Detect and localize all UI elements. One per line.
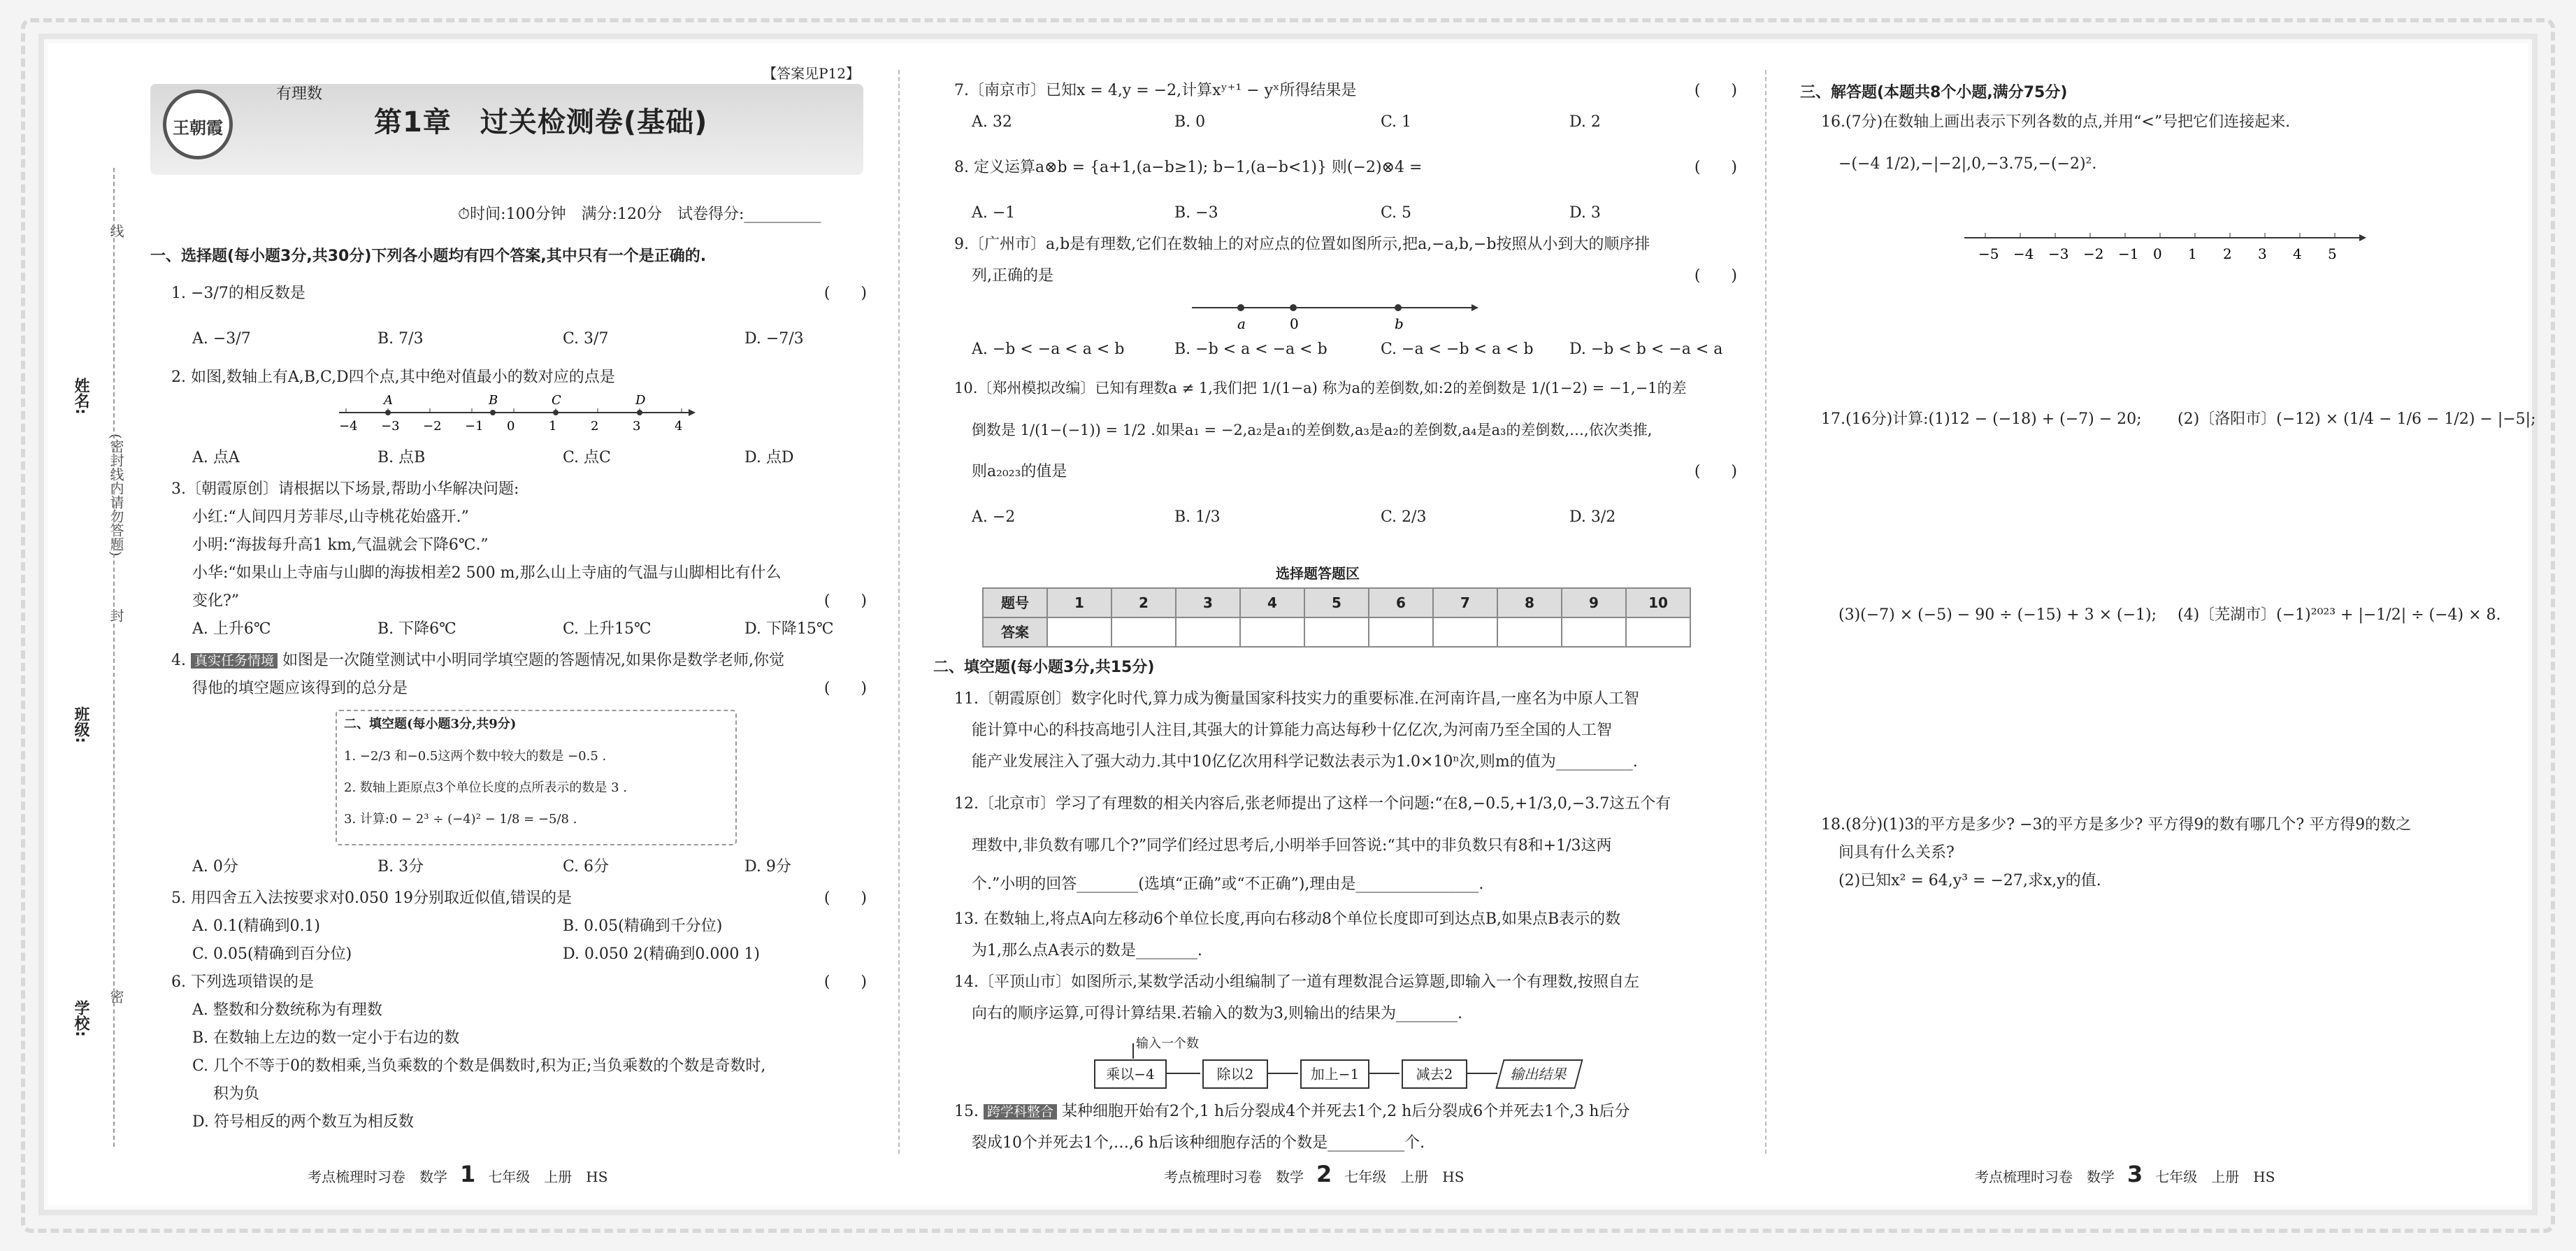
option: D. 符号相反的两个数互为相反数 (192, 1113, 414, 1131)
option: D. 点D (744, 449, 794, 466)
brand-logo: 王朝霞 (163, 90, 233, 159)
flow-input-arrow (1132, 1043, 1134, 1059)
page-number: 3 (2127, 1161, 2143, 1187)
answer-cell[interactable] (1433, 617, 1497, 647)
question-13: 13. 在数轴上,将点A向左移动6个单位长度,再向右移动8个单位长度即可到达点B,如果点B表示的数 (954, 910, 1621, 928)
point-label: A (384, 393, 393, 408)
section-heading: 三、解答题(本题共8个小题,满分75分) (1800, 84, 2068, 101)
option: C. 几个不等于0的数相乘,当负乘数的个数是偶数时,积为正;当负乘数的个数是奇数时, (192, 1057, 766, 1075)
answer-paren: ( ) (1694, 267, 1737, 285)
option: B. −b < a < −a < b (1174, 341, 1327, 358)
answer-area-title: 选择题答题区 (1276, 565, 1360, 582)
context-tag: 真实任务情境 (191, 653, 278, 669)
tick-label: −2 (423, 419, 442, 434)
answer-paren: ( ) (1694, 82, 1737, 99)
question-number-cell: 5 (1304, 588, 1369, 617)
option: C. 3/7 (563, 330, 609, 348)
question-3: 3.〔朝霞原创〕请根据以下场景,帮助小华解决问题: (171, 480, 519, 498)
question-17-part-4: (4)〔芜湖市〕(−1)²⁰²³ + |−1/2| ÷ (−4) × 8. (2178, 606, 2501, 624)
page-number: 1 (460, 1161, 476, 1187)
point-marker (385, 410, 391, 415)
flow-arrow (1466, 1073, 1497, 1074)
answer-cell[interactable] (1111, 617, 1176, 647)
answer-reference: 【答案见P12】 (763, 65, 860, 82)
question-18: 18.(8分)(1)3的平方是多少? −3的平方是多少? 平方得9的数有哪几个? 平方得9的数之 (1821, 816, 2412, 834)
option: D. 3 (1569, 204, 1601, 222)
question-text: 小红:“人间四月芳菲尽,山寺桃花始盛开.” (192, 508, 469, 526)
tick-label: 5 (2328, 245, 2337, 262)
tick-label: −2 (2083, 245, 2104, 262)
question-8: 8. 定义运算a⊗b = {a+1,(a−b≥1); b−1,(a−b<1)} 则(−2)⊗4 = (954, 159, 1423, 176)
question-number-cell: 1 (1047, 588, 1111, 617)
class-label: 班级: (72, 706, 89, 743)
tick-label: 3 (633, 419, 641, 434)
option: D. 3/2 (1569, 508, 1616, 526)
origin-label: 0 (1290, 315, 1299, 332)
tick-label: 4 (2293, 245, 2302, 262)
question-6: 6. 下列选项错误的是 (171, 973, 314, 991)
option: C. −a < −b < a < b (1381, 341, 1534, 358)
option: A. 0.1(精确到0.1) (192, 917, 321, 935)
flow-arrow (1267, 1073, 1298, 1074)
tick-label: 1 (2188, 245, 2197, 262)
option: A. 32 (972, 113, 1012, 131)
question-number-cell: 6 (1369, 588, 1433, 617)
number-line-q9 (1192, 294, 1485, 336)
question-text: 则a₂₀₂₃的值是 (972, 463, 1067, 480)
answer-table (982, 587, 1691, 648)
question-text: 理数中,非负数有哪几个?”同学们经过思考后,小明举手回答说:“其中的非负数只有8和+1/3这两 (972, 837, 1612, 855)
tick-label: −4 (2013, 245, 2034, 262)
tick-label: −3 (2048, 245, 2069, 262)
option: D. −b < b < −a < a (1569, 341, 1723, 358)
chapter-tag: 有理数 (276, 85, 323, 103)
answer-cell[interactable] (1176, 617, 1240, 647)
section-heading: 一、选择题(每小题3分,共30分)下列各小题均有四个答案,其中只有一个是正确的. (150, 248, 707, 265)
header-cell: 答案 (983, 617, 1047, 647)
question-text: −(−4 1/2),−|−2|,0,−3.75,−(−2)². (1839, 155, 2097, 173)
question-text: 为1,那么点A表示的数是________. (972, 942, 1202, 959)
question-1: 1. −3/7的相反数是 (171, 285, 305, 302)
option: D. 2 (1569, 113, 1601, 131)
option: C. 6分 (563, 858, 610, 875)
option: A. −1 (972, 204, 1016, 222)
question-number-cell: 7 (1433, 588, 1497, 617)
question-text: 列,正确的是 (972, 267, 1053, 285)
answer-paren: ( ) (823, 680, 867, 697)
question-17-part-2: (2)〔洛阳市〕(−12) × (1/4 − 1/6 − 1/2) − |−5|; (2178, 410, 2536, 428)
page-1 (150, 42, 867, 1147)
option: D. 0.050 2(精确到0.000 1) (563, 945, 760, 963)
question-2: 2. 如图,数轴上有A,B,C,D四个点,其中绝对值最小的数对应的点是 (171, 369, 615, 386)
tick-label: −3 (381, 419, 400, 434)
point-label: D (635, 393, 646, 408)
answer-paren: ( ) (1694, 463, 1737, 480)
column-divider (898, 70, 900, 1154)
seal-note: (密封线内请勿答题) (108, 434, 124, 557)
question-text: 小华:“如果山上寺庙与山脚的海拔相差2 500 m,那么山上寺庙的气温与山脚相比有什么 (192, 564, 782, 582)
flow-step-add: 加上−1 (1300, 1059, 1369, 1089)
tick-label: 0 (2153, 245, 2162, 262)
tick-label: 1 (549, 419, 557, 434)
column-divider (1765, 70, 1766, 1154)
answer-cell[interactable] (1562, 617, 1626, 647)
number-line-q2 (332, 392, 696, 441)
answer-cell[interactable] (1626, 617, 1690, 647)
answer-cell[interactable] (1497, 617, 1562, 647)
option: B. 在数轴上左边的数一定小于右边的数 (192, 1029, 460, 1047)
tick-label: 2 (591, 419, 599, 434)
tick-label: 3 (2258, 245, 2267, 262)
flow-output: 输出结果 (1495, 1059, 1583, 1089)
point-marker (637, 410, 642, 415)
question-text: 倒数是 1/(1−(−1)) = 1/2 .如果a₁ = −2,a₂是a₁的差倒数,a₃是a₂的差倒数,a₄是a₃的差倒数,…,依次类推, (972, 422, 1653, 438)
option: C. 5 (1381, 204, 1412, 222)
name-label: 姓名: (72, 378, 89, 415)
question-number-cell: 10 (1626, 588, 1690, 617)
question-10: 10.〔郑州模拟改编〕已知有理数a ≠ 1,我们把 1/(1−a) 称为a的差倒数,如:2的差倒数是 1/(1−2) = −1,−1的差 (954, 380, 1687, 396)
box-line: 1. −2/3 和−0.5这两个数中较大的数是 −0.5 . (344, 749, 607, 764)
point-marker (553, 410, 559, 415)
option: C. 1 (1381, 113, 1412, 131)
question-5: 5. 用四舍五入法按要求对0.050 19分别取近似值,错误的是 (171, 889, 572, 907)
tick-label: −4 (339, 419, 358, 434)
tick-label: 4 (675, 419, 683, 434)
question-text: 向右的顺序运算,可得计算结果.若输入的数为3,则输出的结果为________. (972, 1005, 1462, 1022)
option: D. 下降15℃ (744, 620, 834, 638)
tick-label: −1 (465, 419, 484, 434)
option: C. 上升15℃ (563, 620, 652, 638)
answer-cell[interactable] (1047, 617, 1111, 647)
option: A. −3/7 (192, 330, 251, 348)
box-line: 2. 数轴上距原点3个单位长度的点所表示的数是 3 . (344, 780, 627, 795)
student-answer-box (336, 710, 737, 845)
tick-label: −5 (1978, 245, 1999, 262)
answer-cell[interactable] (1369, 617, 1433, 647)
box-line: 3. 计算:0 − 2³ ÷ (−4)² − 1/8 = −5/8 . (344, 812, 577, 827)
question-4: 4. 真实任务情境 如图是一次随堂测试中小明同学填空题的答题情况,如果你是数学老师,你觉 (171, 652, 784, 669)
question-text: 能产业发展注入了强大动力.其中10亿亿次用科学记数法表示为1.0×10ⁿ次,则m的值为__________. (972, 753, 1638, 771)
seal-char: 封 (108, 608, 124, 622)
option: B. 0.05(精确到千分位) (563, 917, 723, 935)
question-9: 9.〔广州市〕a,b是有理数,它们在数轴上的对应点的位置如图所示,把a,−a,b,−b按照从小到大的顺序排 (954, 236, 1650, 253)
question-text: 得他的填空题应该得到的总分是 (192, 680, 408, 697)
question-16: 16.(7分)在数轴上画出表示下列各数的点,并用“<”号把它们连接起来. (1821, 113, 2291, 131)
question-text: 小明:“海拔每升高1 km,气温就会下降6℃.” (192, 536, 489, 554)
flow-step-subtract: 减去2 (1402, 1059, 1467, 1089)
point-label: B (489, 393, 498, 408)
flow-step-divide: 除以2 (1202, 1059, 1268, 1089)
option: A. 整数和分数统称为有理数 (192, 1001, 382, 1019)
page-3 (1800, 42, 2536, 1147)
option: B. 7/3 (377, 330, 424, 348)
seal-line (113, 168, 115, 1147)
tick-label: 2 (2223, 245, 2232, 262)
question-text: 个.”小明的回答________(选填“正确”或“不正确”),理由是________________. (972, 875, 1484, 893)
seal-char: 密 (108, 989, 124, 1003)
page-title: 第1章 过关检测卷(基础) (374, 106, 708, 138)
seal-char: 线 (108, 224, 124, 238)
question-number-cell: 2 (1111, 588, 1176, 617)
school-label: 学校: (72, 1000, 89, 1037)
section-heading: 二、填空题(每小题3分,共15分) (933, 659, 1155, 676)
answer-paren: ( ) (823, 592, 867, 610)
option: A. −b < −a < a < b (972, 341, 1125, 358)
page-footer: 考点梳理时习卷 数学 3 七年级 上册 HS (1975, 1161, 2275, 1187)
option: C. 0.05(精确到百分位) (192, 945, 352, 963)
question-text: 能计算中心的科技高地引人注目,其强大的计算能力高达每秒十亿亿次,为河南乃至全国的人工智 (972, 722, 1612, 739)
page-footer: 考点梳理时习卷 数学 2 七年级 上册 HS (1164, 1161, 1465, 1187)
question-12: 12.〔北京市〕学习了有理数的相关内容后,张老师提出了这样一个问题:“在8,−0.5,+1/3,0,−3.7这五个有 (954, 795, 1671, 813)
point-b-label: b (1395, 315, 1404, 332)
question-14: 14.〔平顶山市〕如图所示,某数学活动小组编制了一道有理数混合运算题,即输入一个有理数,按照自左 (954, 973, 1639, 991)
answer-cell[interactable] (1240, 617, 1304, 647)
answer-cell[interactable] (1304, 617, 1369, 647)
point-a-label: a (1237, 315, 1246, 332)
option: D. −7/3 (744, 330, 804, 348)
option: C. 2/3 (1381, 508, 1427, 526)
question-number-cell: 8 (1497, 588, 1562, 617)
page-2 (933, 42, 1737, 1152)
header-cell: 题号 (983, 588, 1047, 617)
flow-step-multiply: 乘以−4 (1094, 1059, 1167, 1089)
flow-arrow (1368, 1073, 1399, 1074)
answer-paren: ( ) (823, 285, 867, 302)
question-17-part-3: (3)(−7) × (−5) − 90 ÷ (−15) + 3 × (−1); (1839, 606, 2157, 624)
page-footer: 考点梳理时习卷 数学 1 七年级 上册 HS (308, 1161, 608, 1187)
point-marker (490, 410, 496, 415)
option: 积为负 (213, 1085, 260, 1103)
title-banner (150, 84, 863, 175)
option: B. 0 (1174, 113, 1206, 131)
answer-paren: ( ) (823, 889, 867, 907)
option: B. 1/3 (1174, 508, 1221, 526)
point-label: C (552, 393, 561, 408)
question-7: 7.〔南京市〕已知x = 4,y = −2,计算xʸ⁺¹ − yˣ所得结果是 (954, 82, 1357, 99)
question-17: 17.(16分)计算:(1)12 − (−18) + (−7) − 20; (1821, 410, 2142, 428)
tick-label: 0 (507, 419, 515, 434)
option: A. 上升6℃ (192, 620, 271, 638)
question-text: 间具有什么关系? (1839, 844, 1955, 862)
option: A. 0分 (192, 858, 238, 875)
question-11: 11.〔朝霞原创〕数字化时代,算力成为衡量国家科技实力的重要标准.在河南许昌,一座名为中原人工智 (954, 690, 1639, 708)
answer-paren: ( ) (1694, 159, 1737, 176)
page-number: 2 (1316, 1161, 1332, 1187)
option: C. 点C (563, 449, 611, 466)
option: B. 点B (377, 449, 426, 466)
option: A. 点A (192, 449, 240, 466)
flow-arrow (1165, 1073, 1200, 1074)
question-text: 变化?” (192, 592, 240, 610)
question-number-cell: 4 (1240, 588, 1304, 617)
option: D. 9分 (744, 858, 791, 875)
number-line-q16 (1964, 220, 2370, 269)
option: B. 下降6℃ (377, 620, 456, 638)
flow-input-label: 输入一个数 (1136, 1036, 1199, 1051)
exam-info: ⏱时间:100分钟 满分:120分 试卷得分:__________ (458, 206, 821, 223)
box-heading: 二、填空题(每小题3分,共9分) (344, 717, 517, 731)
option: B. 3分 (377, 858, 424, 875)
question-number-cell: 3 (1176, 588, 1240, 617)
question-text: 裂成10个并死去1个,…,6 h后该种细胞存活的个数是__________个. (972, 1134, 1425, 1152)
question-number-cell: 9 (1562, 588, 1626, 617)
tick-label: −1 (2118, 245, 2139, 262)
context-tag: 跨学科整合 (984, 1104, 1057, 1120)
option: A. −2 (972, 508, 1016, 526)
question-15: 15. 跨学科整合 某种细胞开始有2个,1 h后分裂成4个并死去1个,2 h后分裂成6个并死去1个,3 h后分 (954, 1103, 1630, 1120)
option: B. −3 (1174, 204, 1218, 222)
answer-paren: ( ) (823, 973, 867, 991)
question-text: (2)已知x² = 64,y³ = −27,求x,y的值. (1839, 872, 2101, 889)
